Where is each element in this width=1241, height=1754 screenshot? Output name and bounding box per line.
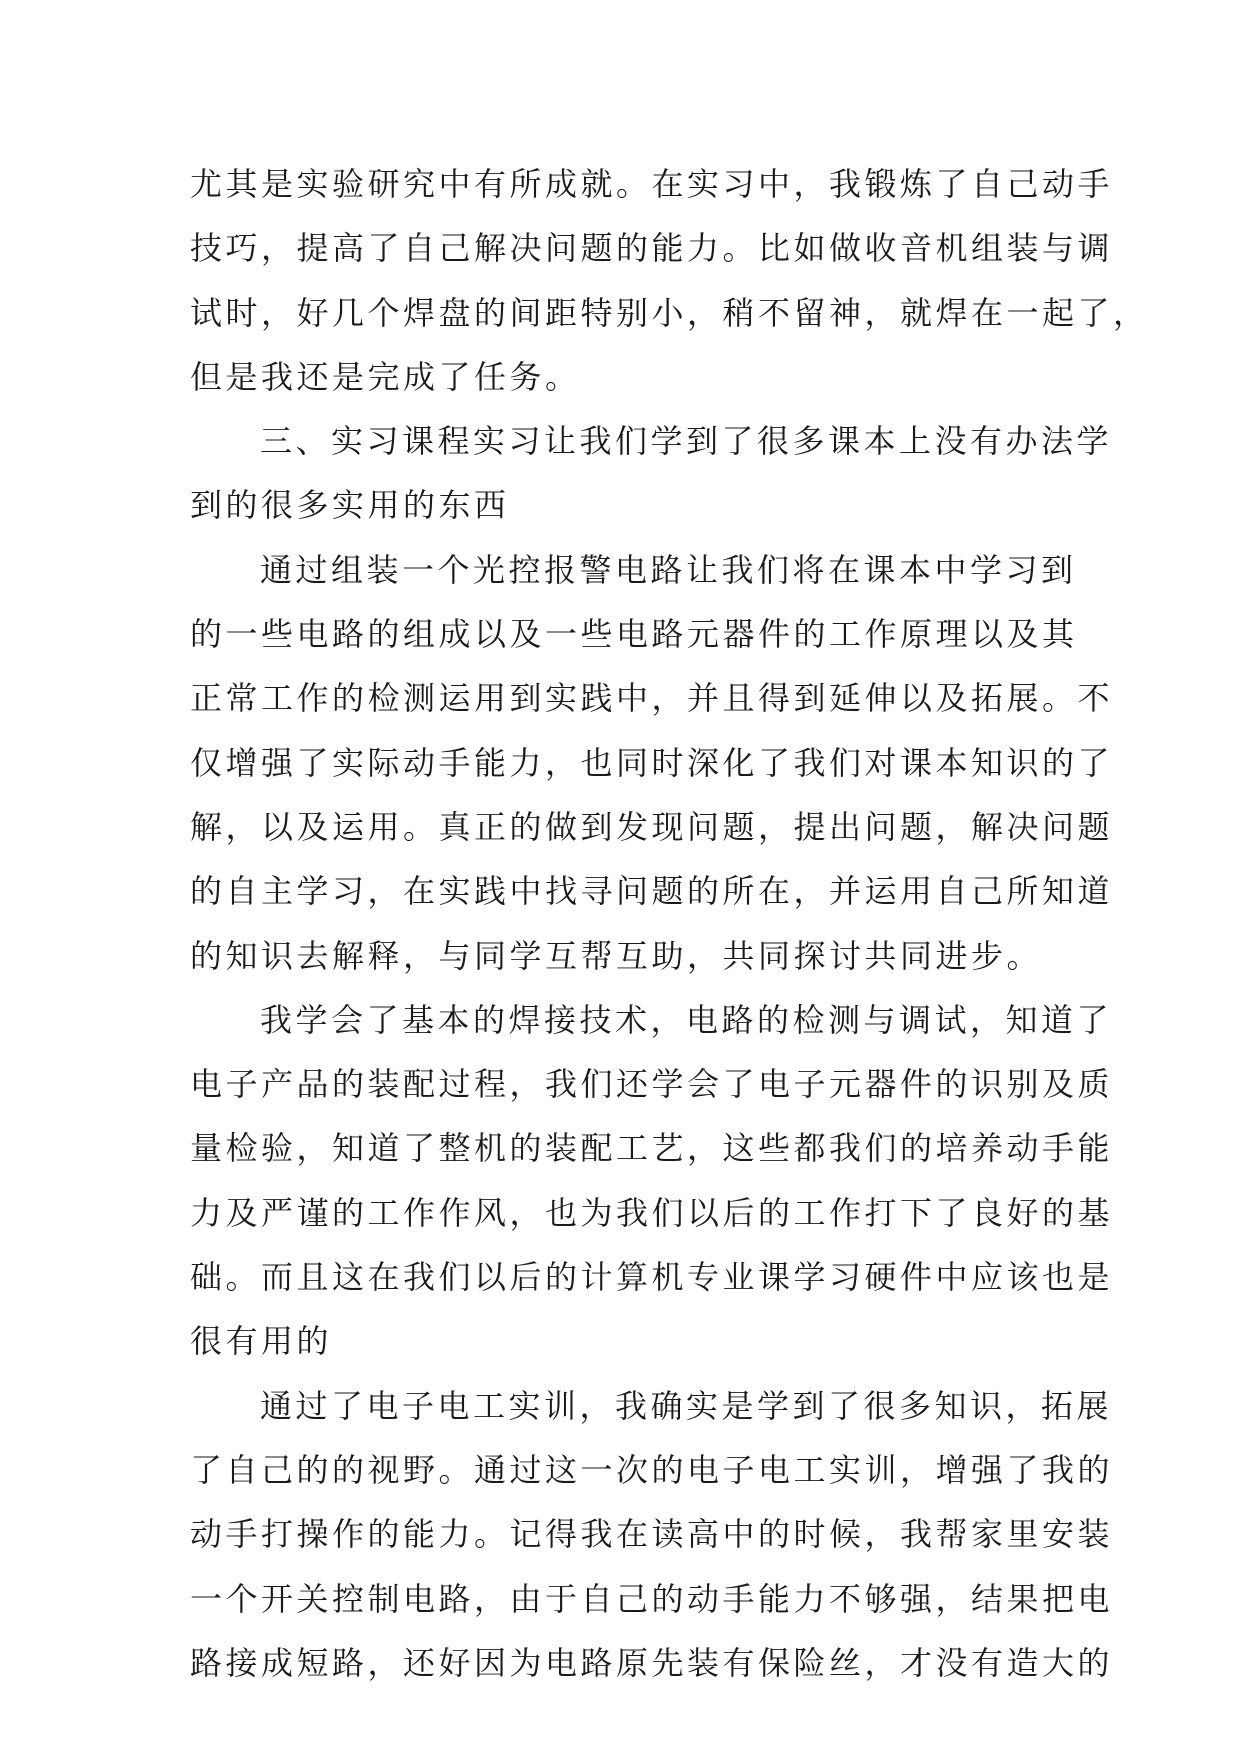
- text-line: 电子产品的装配过程，我们还学会了电子元器件的识别及质: [190, 1065, 1114, 1104]
- text-line: 解，以及运用。真正的做到发现问题，提出问题，解决问题: [190, 807, 1114, 846]
- text-line: 试时，好几个焊盘的间距特别小，稍不留神，就焊在一起了，: [190, 293, 1149, 332]
- text-line: 的知识去解释，与同学互帮互助，共同探讨共同进步。: [190, 936, 1043, 975]
- document-body: [190, 152, 1149, 1695]
- text-line: 础。而且这在我们以后的计算机专业课学习硬件中应该也是: [190, 1258, 1114, 1297]
- text-line: 路接成短路，还好因为电路原先装有保险丝，才没有造大的: [190, 1643, 1114, 1682]
- text-line: 很有用的: [190, 1322, 333, 1361]
- text-line: 技巧，提高了自己解决问题的能力。比如做收音机组装与调: [190, 229, 1114, 268]
- text-line: 力及严谨的工作作风，也为我们以后的工作打下了良好的基: [190, 1193, 1114, 1232]
- text-line: 我学会了基本的焊接技术，电路的检测与调试，知道了: [260, 1000, 1113, 1039]
- text-line: 但是我还是完成了任务。: [190, 357, 581, 396]
- text-line: 正常工作的检测运用到实践中，并且得到延伸以及拓展。不: [190, 679, 1114, 718]
- text-line: 了自己的的视野。通过这一次的电子电工实训，增强了我的: [190, 1450, 1114, 1489]
- text-line: 通过组装一个光控报警电路让我们将在课本中学习到: [260, 550, 1077, 589]
- section-heading-line: 到的很多实用的东西: [190, 486, 510, 525]
- text-line: 的自主学习，在实践中找寻问题的所在，并运用自己所知道: [190, 872, 1114, 911]
- text-line: 量检验，知道了整机的装配工艺，这些都我们的培养动手能: [190, 1129, 1114, 1168]
- text-line: 动手打操作的能力。记得我在读高中的时候，我帮家里安装: [190, 1515, 1114, 1554]
- text-line: 尤其是实验研究中有所成就。在实习中，我锻炼了自己动手: [190, 165, 1114, 203]
- text-line: 的一些电路的组成以及一些电路元器件的工作原理以及其: [190, 615, 1078, 654]
- text-line: 通过了电子电工实训，我确实是学到了很多知识，拓展: [260, 1386, 1113, 1425]
- text-line: 仅增强了实际动手能力，也同时深化了我们对课本知识的了: [190, 743, 1114, 782]
- section-heading-line: 三、实习课程实习让我们学到了很多课本上没有办法学: [260, 422, 1113, 461]
- text-line: 一个开关控制电路，由于自己的动手能力不够强，结果把电: [190, 1579, 1114, 1618]
